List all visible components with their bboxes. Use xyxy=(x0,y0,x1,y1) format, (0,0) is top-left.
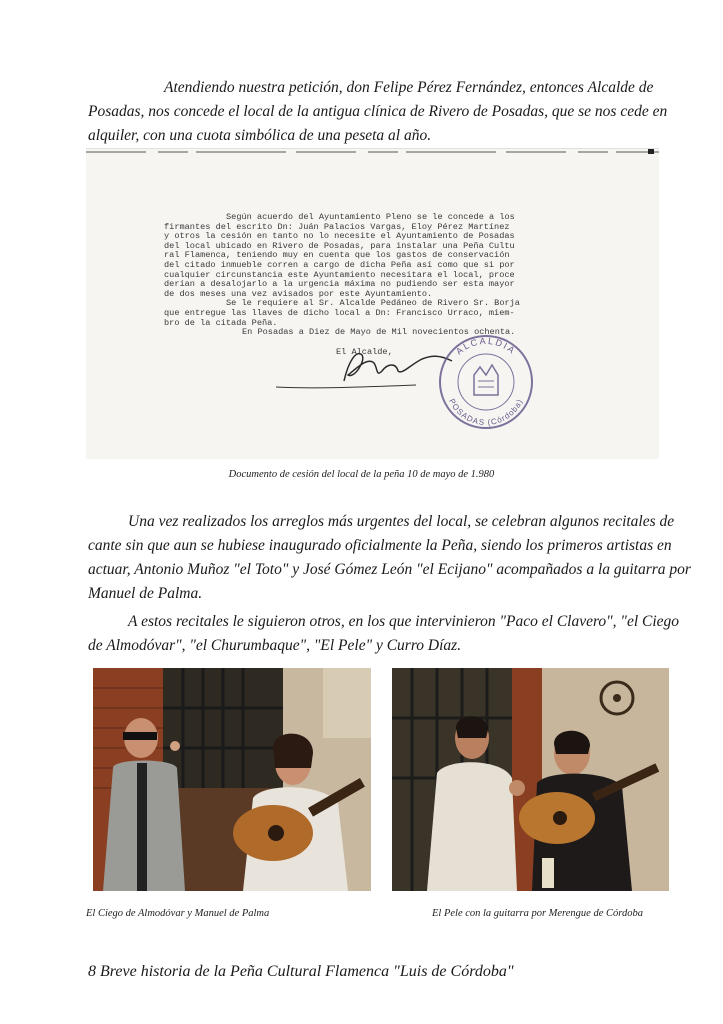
typed-line: Según acuerdo del Ayuntamiento Pleno se le concede a los xyxy=(226,212,515,222)
stamp-text xyxy=(86,149,659,459)
intro-paragraph xyxy=(88,76,678,148)
photo-singer-and-guitarist xyxy=(93,668,371,891)
typed-line: Se le requiere al Sr. Alcalde Pedáneo de Rivero Sr. Borja xyxy=(226,298,520,309)
svg-text:ALCALDIA xyxy=(454,336,518,357)
typed-line: bro de la citada Peña. xyxy=(164,317,278,328)
stamp-bottom-text: POSADAS (Córdoba) xyxy=(447,397,525,428)
photo-el-pele-with-guitar xyxy=(392,668,669,891)
photo-1-caption: El Ciego de Almodóvar y Manuel de Palma xyxy=(86,908,270,919)
photo-2-caption: El Pele con la guitarra por Merengue de Córdoba xyxy=(432,908,643,919)
text-line: actuar, Antonio Muñoz "el Toto" y José Gómez León "el Ecijano" acompañados a la guitarra por xyxy=(88,561,691,578)
typed-line: del citado inmueble corren a cargo de dicha Peña así como que si por xyxy=(164,259,515,270)
text-line: Posadas, nos concede el local de la antigua clínica de Rivero de Posadas, que se nos cede en xyxy=(88,103,668,120)
typed-line: de dos meses una vez avisados por este Ayuntamiento. xyxy=(164,288,433,299)
typed-line: ral Flamenca, teniendo muy en cuenta que los gastos de conservación xyxy=(164,250,510,261)
typed-line: firmantes del escrito Dn: Juán Palacios Vargas, Eloy Pérez Martínez xyxy=(164,221,510,232)
text-line: Manuel de Palma. xyxy=(88,585,203,602)
stamp-top-text: ALCALDIA xyxy=(453,335,519,357)
text-line: Una vez realizados los arreglos más urgentes del local, se celebran algunos recitales de xyxy=(128,513,675,530)
artists-paragraph xyxy=(88,610,678,658)
document-caption: Documento de cesión del local de la peña 10 de mayo de 1.980 xyxy=(228,469,495,480)
signature-label: El Alcalde, xyxy=(336,346,393,357)
svg-text:POSADAS (Córdoba) xyxy=(447,397,525,427)
text-line: de Almodóvar", "el Churumbaque", "El Pele" y Curro Díaz. xyxy=(88,637,462,654)
page-footer: 8 Breve historia de la Peña Cultural Flamenca "Luis de Córdoba" xyxy=(88,963,514,980)
typed-line: y otros la cesión en tanto no lo necesite el Ayuntamiento de Posadas xyxy=(164,231,515,242)
typed-line: derían a desalojarlo a la urgencia máxima no pudiendo ser esta mayor xyxy=(164,279,515,290)
text-line: A estos recitales le siguieron otros, en los que intervinieron "Paco el Clavero", "el Ciego xyxy=(128,613,680,630)
typed-line: cualquier circunstancia este Ayuntamiento necesitara el local, proce xyxy=(164,269,515,280)
text-line: alquiler, con una cuota simbólica de una peseta al año. xyxy=(88,127,432,144)
text-line: Atendiendo nuestra petición, don Felipe Pérez Fernández, entonces Alcalde de xyxy=(164,79,654,96)
text-line: cante sin que aun se hubiese inaugurado oficialmente la Peña, siendo los primeros artistas en xyxy=(88,537,672,554)
document-scan-image xyxy=(86,148,659,459)
typed-line: En Posadas a Diez de Mayo de Mil novecientos ochenta. xyxy=(242,327,516,338)
typed-line: que entregue las llaves de dicho local a Dn: Francisco Urraco, miem- xyxy=(164,307,515,318)
recitals-paragraph xyxy=(88,510,691,606)
typed-line: del local ubicado en Rivero de Posadas, para instalar una Peña Cultu xyxy=(164,240,515,251)
